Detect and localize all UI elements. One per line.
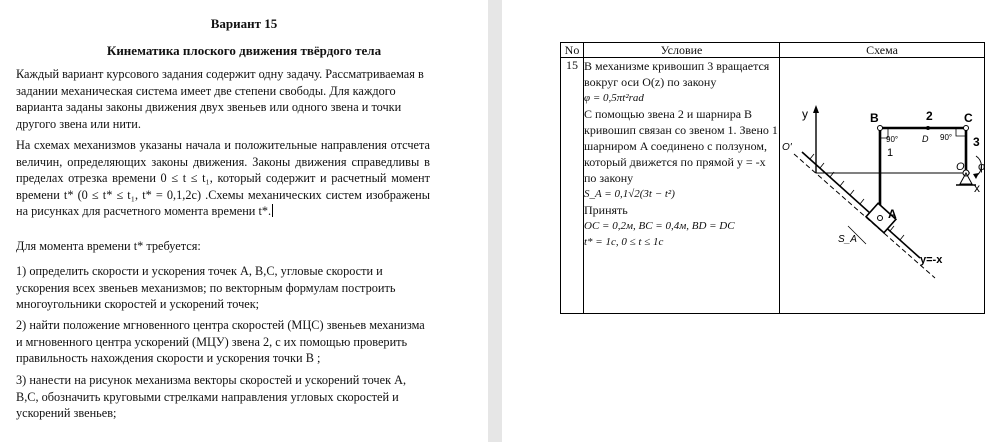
y-axis-arrow — [813, 105, 819, 113]
label-line: y=-x — [920, 254, 943, 266]
table-row — [561, 58, 985, 314]
variant-table — [560, 42, 985, 314]
header-scheme: Схема — [780, 43, 985, 58]
row-condition — [584, 58, 780, 314]
formula-time: t* = 1c, 0 ≤ t ≤ 1c — [584, 236, 664, 248]
row-scheme — [780, 58, 985, 314]
text-cursor — [272, 204, 273, 217]
condition-text-1: В механизме кривошип 3 вращается вокруг оси O(z) по закону — [584, 59, 770, 89]
task-item-1: 1) определить скорости и ускорения точек A, B,C, угловые скорости и ускорения всех звеньев механизмов; по векторным формулам построить многоугольники скоростей и ускорений точек; — [16, 264, 396, 311]
condition-text-2: С помощью звена 2 и шарнира B кривошип связан со звеном 1. Звено 1 шарниром A соединено с ползуном, который движется по прямой y = -x по закону — [584, 107, 778, 185]
task-item-2: 2) найти положение мгновенного центра скоростей (МЦС) звеньев механизма и мгновенного центра ускорений (МЦУ) звена 2, с их помощью проверить правильность нахождения скорости и ускорения точки B ; — [16, 318, 425, 365]
label-2: 2 — [926, 109, 933, 123]
row-number: 15 — [561, 58, 584, 314]
slider-guide — [802, 152, 920, 258]
label-sa: S_A — [838, 234, 857, 245]
topic-title: Кинематика плоского движения твёрдого тела — [106, 43, 382, 58]
label-angle-c: 90° — [940, 133, 953, 142]
paragraph-schemes-text: На схемах механизмов указаны начала и положительные направления отсчета величин, определяющих законы движения. Законы движения справедливы в пределах отрезка времени 0 ≤ t ≤ t₁, который содержит и расчетный момент времени t* (0 ≤ t* ≤ t₁, t* = 0,1,2c) .Схемы механических систем изображены на рисунках для расчетного момента времени t*. — [16, 138, 430, 218]
formula-phi: φ = 0,5πt²rad — [584, 92, 644, 104]
label-1: 1 — [887, 147, 894, 159]
condition-text-3: Принять — [584, 203, 628, 217]
label-o: O — [956, 161, 965, 173]
label-a: A — [888, 207, 897, 221]
label-3: 3 — [973, 135, 980, 149]
header-no: No — [561, 43, 584, 58]
paragraph-required: Для момента времени t* требуется: — [16, 239, 201, 253]
label-x: x — [974, 181, 980, 195]
paragraph-intro: Каждый вариант курсового задания содержит одну задачу. Рассматриваемая в задании механическая система имеет две степени свободы. Для каждого варианта заданы законы движения двух звеньев или одного звена и точки другого звена или нити. — [16, 67, 424, 131]
joint-c — [964, 126, 969, 131]
task-item-3: 3) нанести на рисунок механизма векторы скоростей и ускорений точек A, B,C, обозначить круговыми стрелками направления угловых скоростей и ускорений звеньев; — [16, 373, 407, 420]
joint-a — [878, 216, 883, 221]
label-o-prime: O' — [782, 142, 792, 153]
label-c: C — [964, 111, 973, 125]
label-phi: φ — [978, 161, 986, 173]
label-d: D — [922, 134, 929, 144]
joint-b — [878, 126, 883, 131]
phi-arrow — [973, 173, 979, 179]
label-angle-b: 90° — [886, 135, 899, 144]
point-d — [926, 126, 930, 130]
mechanism-scheme — [780, 58, 984, 313]
variant-title: Вариант 15 — [210, 16, 278, 31]
table-header-row — [561, 43, 985, 58]
paragraph-schemes — [16, 137, 430, 220]
label-y: y — [802, 107, 808, 121]
header-condition: Условие — [584, 43, 780, 58]
label-b: B — [870, 111, 879, 125]
page-gutter — [488, 0, 502, 442]
formula-sa: S_A = 0,1√2(3t − t²) — [584, 188, 675, 200]
formula-lengths: OC = 0,2м, BC = 0,4м, BD = DC — [584, 220, 735, 232]
